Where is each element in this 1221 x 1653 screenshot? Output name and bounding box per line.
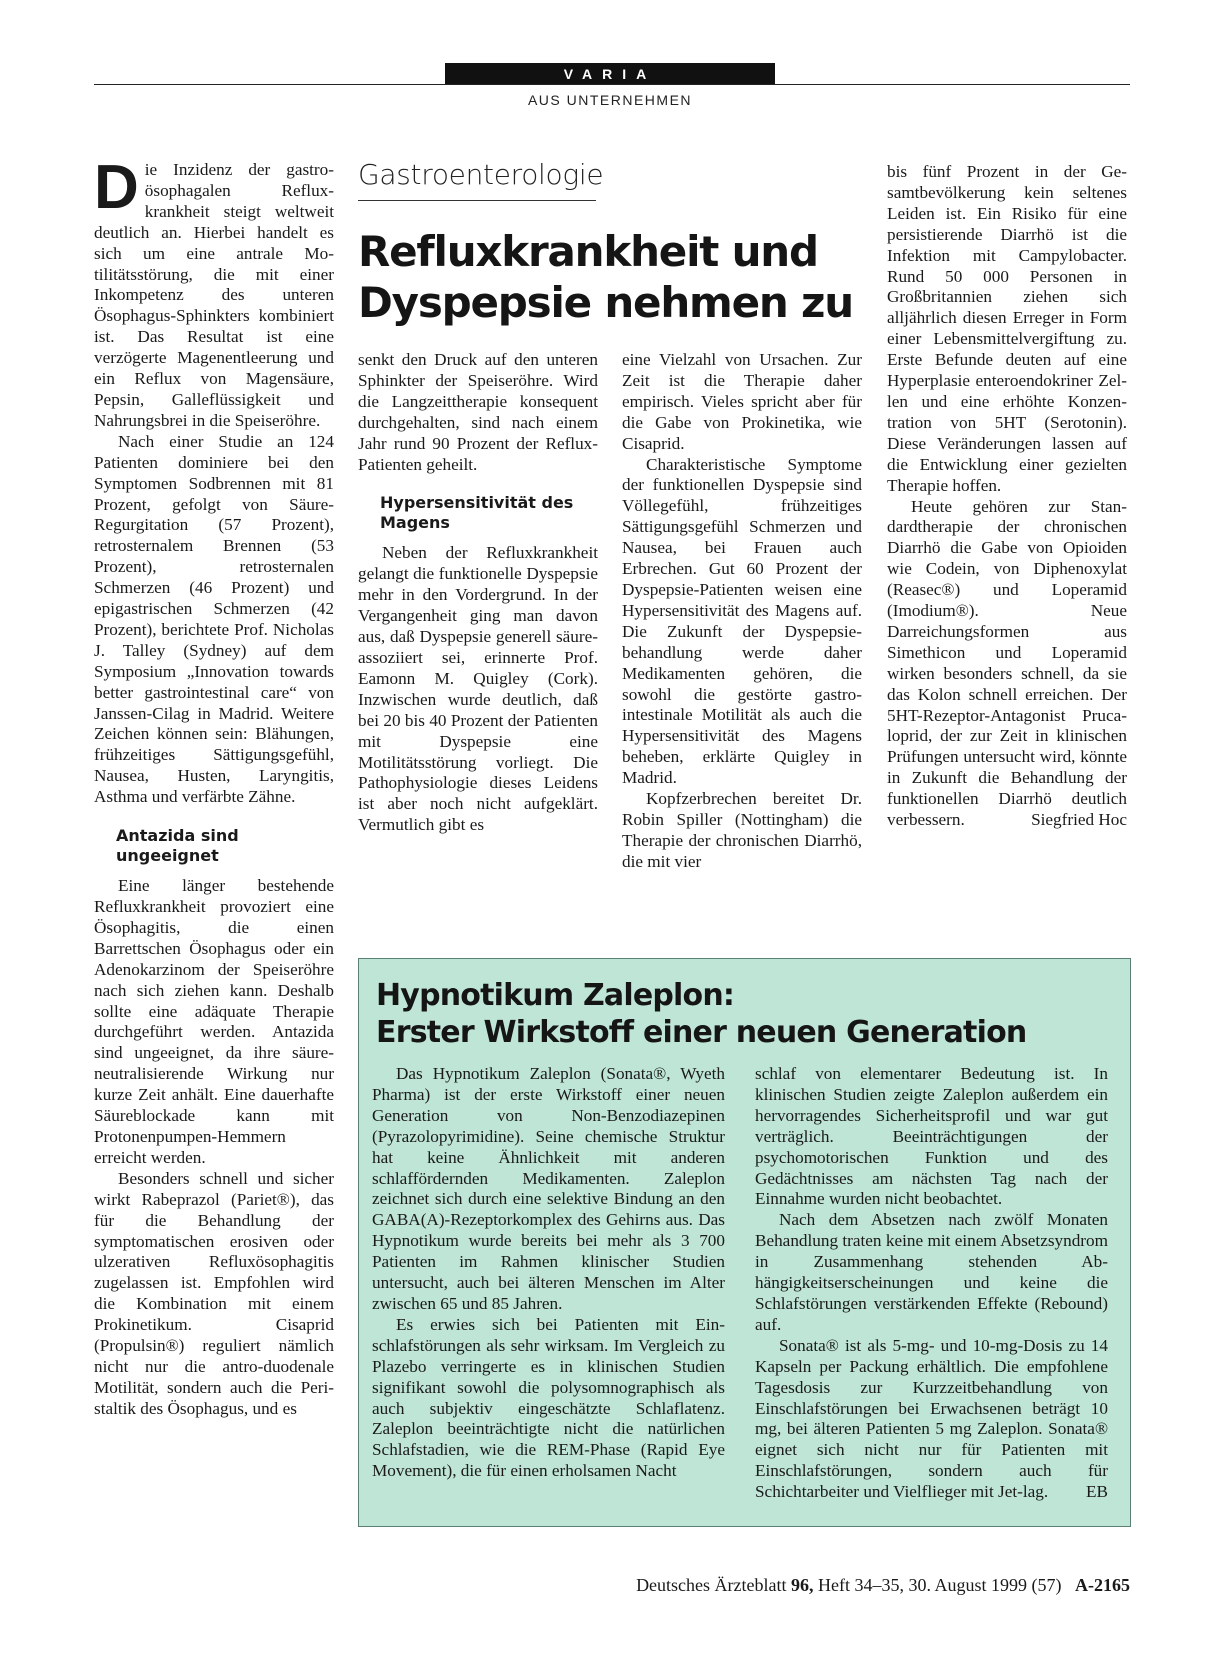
header-rule — [94, 84, 1130, 85]
box-title — [376, 977, 1116, 1051]
article-title-line: Dyspepsie nehmen zu — [358, 278, 853, 327]
box-column-2 — [755, 1064, 1108, 1503]
journal-name: Deutsches Ärzteblatt — [636, 1575, 787, 1595]
article-paragraph: Besonders schnell und sicher wirkt Rabeprazol (Pariet®), das für die Behandlung der symptomatischen erosiven oder ulzerativen Refluxösophagitis zugelassen ist. Empfohlen wird die Kombination mit einem Prokinetikum. Cisaprid (Propulsin®) reguliert nämlich nicht nur die antro-duodenale Motilität, sondern auch die Peristaltik des Ösophagus, und es — [94, 1168, 334, 1418]
box-paragraph: Es erwies sich bei Patienten mit Einschlafstörungen als sehr wirksam. Im Vergleich zu Plazebo verringerte es in klinischen Studien signifikant sowohl die polysomnographisch als auch subjektiv eingeschätzte Schlaflatenz. Zaleplon beeinträchtigte nicht die natürlichen Schlafstadien, wie die REM-Phase (Rapid Eye Movement), die für einen erholsamen Nacht — [372, 1314, 725, 1481]
article-title — [358, 226, 878, 328]
article-column-2 — [358, 350, 598, 836]
page-footer — [636, 1575, 1130, 1596]
journal-volume: 96, — [791, 1575, 814, 1595]
page-number: A-2165 — [1075, 1575, 1130, 1595]
box-title-line: Erster Wirkstoff einer neuen Generation — [376, 1015, 1027, 1050]
subsection-label: AUS UNTERNEHMEN — [527, 92, 693, 108]
box-paragraph: Das Hypnotikum Zaleplon (Sonata®, Wyeth Pharma) ist der erste Wirkstoff einer neuen Generation von Non-Benzodiazepinen (Pyrazolopyrimidine). Seine chemische Struktur hat keine Ähnlichkeit mit anderen schlaffördernden Medikamenten. Zaleplon zeichnet sich durch eine selektive Bindung an den GABA(A)-Rezeptorkomplex des Gehirns aus. Das Hypnotikum wurde bereits bei mehr als 3 700 Patienten im Rahmen klinischer Studien untersucht, auch bei älteren Menschen im Alter zwischen 65 und 85 Jahren. — [372, 1064, 725, 1313]
article-paragraph: Eine länger bestehende Refluxkrankheit provoziert eine Ösophagitis, die einen Barrettschen Ösophagus oder ein Adenokarzinom der Speiseröhre nach sich ziehen kann. Deshalb sollte eine adäquate Therapie durchgeführt werden. Antazida sind ungeeignet, da ihre säureneutralisierende Wirkung nur kurze Zeit anhält. Eine dauerhafte Säureblockade kann mit Protonenpumpen-Hemmern erreicht werden. — [94, 876, 334, 1167]
article-paragraph: senkt den Druck auf den unteren Sphinkter der Speiseröhre. Wird die Langzeittherapie konsequent durchgehalten, sind nach einem Jahr rund 90 Prozent der Reflux-Patienten geheilt. — [358, 350, 598, 474]
section-label: VARIA — [445, 63, 775, 85]
article-paragraph: Heute gehören zur Standardtherapie der chronischen Diarrhö die Gabe von Opioiden wie Codein, von Diphenoxylat (Reasec®) und Loperamid (Imodium®). Neue Darreichungsformen aus Simethicon und Loperamid wirken besonders schnell, da sie das Kolon schnell erreichen. Der 5HT-Rezeptor-Antagonist Prucaloprid, der zur Zeit in klinischen Prüfungen untersucht wird, könnte in Zukunft die Behandlung der funktionellen Diarrhö deutlich verbessern. Siegfried Hoc — [887, 496, 1127, 830]
article-paragraph: Charakteristische Symptome der funktionellen Dyspepsie sind Völlegefühl, frühzeitiges Sättigungsgefühl Schmerzen und Nausea, bei Frauen auch Erbrechen. Gut 60 Prozent der Dyspepsie-Patienten weisen eine Hypersensitivität des Magens auf. Die Zukunft der Dyspepsiebehandlung werde daher Medikamenten gehören, die sowohl die gestörte gastrointestinale Motilität als auch die Hypersensitivität des Magens beheben, erklärte Quigley in Madrid. — [622, 454, 862, 788]
subheading: Hypersensitivität des Magens — [380, 493, 574, 533]
info-box — [358, 958, 1131, 1527]
article-column-1 — [94, 153, 334, 1420]
article-paragraph: bis fünf Prozent in der Gesamtbevölkerung kein seltenes Leiden ist. Ein Risiko für eine persistierende Diarrhö ist die Infektion mit Campylobacter. Rund 50 000 Personen in Großbritannien ziehen sich alljährlich diesen Erreger in Form einer Lebensmittelvergiftung zu. Erste Befunde deuten auf eine Hyperplasie enteroendokriner Zellen und eine erhöhte Konzentration von 5HT (Serotonin). Diese Veränderungen lassen auf die Entwicklung einer gezielten Therapie hoffen. — [887, 162, 1127, 495]
box-title-line: Hypnotikum Zaleplon: — [376, 978, 735, 1013]
article-paragraph: Nach einer Studie an 124 Patienten dominiere bei den Symptomen Sodbrennen mit 81 Prozent, gefolgt von Säure-Regurgitation (57 Prozent), retrosternalem Brennen (53 Prozent), retrosternalen Schmerzen (46 Prozent) und epigastrischen Schmerzen (42 Prozent), berichtete Prof. Nicholas J. Talley (Sydney) auf dem Symposium „Innovation towards better gastrointestinal care“ von Janssen-Cilag in Madrid. Weitere Zeichen können sein: Blähungen, frühzeitiges Sättigungsgefühl, Nausea, Husten, Laryngitis, Asthma und verfärbte Zähne. — [94, 431, 334, 807]
box-author: EB — [1086, 1482, 1108, 1502]
article-paragraph: Kopfzerbrechen bereitet Dr. Robin Spiller (Nottingham) die Therapie der chronischen Diarrhö, die mit vier — [622, 789, 862, 871]
journal-issue: Heft 34–35, 30. August 1999 (57) — [818, 1575, 1062, 1595]
box-paragraph: schlaf von elementarer Bedeutung ist. In klinischen Studien zeigte Zaleplon außerdem ein hervorragendes Sicherheitsprofil und war gut verträglich. Beeinträchtigungen der psychomotorischen Funktion und des Gedächtnisses am nächsten Tag nach der Einnahme wurden nicht beobachtet. — [755, 1064, 1108, 1209]
author-signature: Siegfried Hoc — [1031, 810, 1127, 830]
subheading: Antazida sind ungeeignet — [116, 826, 239, 866]
article-paragraph: Die Inzidenz der gastroösophagalen Refluxkrankheit steigt weltweit deutlich an. Hierbei handelt es sich um eine antrale Motilitätsstörung, die mit einer Inkompetenz des unteren Ösophagus-Sphinkters kombiniert ist. Das Resultat ist eine verzögerte Magenentleerung und ein Reflux von Magensäure, Pepsin, Galleflüssigkeit und Nahrungsbrei in die Speiseröhre. — [94, 153, 334, 430]
box-paragraph: Nach dem Absetzen nach zwölf Monaten Behandlung traten keine mit einem Absetzsyndrom in Zusammenhang stehenden Abhängigkeitserscheinungen und keine die Schlafstörungen verstärkenden Effekte (Rebound) auf. — [755, 1210, 1108, 1334]
dropcap: D — [94, 153, 139, 222]
box-paragraph: Sonata® ist als 5-mg- und 10-mg-Dosis zu 14 Kapseln per Packung erhältlich. Die empfohlene Tagesdosis zur Kurzzeitbehandlung von Einschlafstörungen bei Erwachsenen beträgt 10 mg, bei älteren Patienten 5 mg Zaleplon. Sonata® eignet sich nicht nur für Patienten mit Einschlafstörungen, sondern auch für Schichtarbeiter und Vielflieger mit Jet-lag. EB — [755, 1335, 1108, 1502]
article-column-3 — [622, 350, 862, 873]
box-column-1 — [372, 1064, 725, 1482]
kicker-rule — [358, 200, 596, 201]
article-paragraph: eine Vielzahl von Ursachen. Zur Zeit ist die Therapie daher empirisch. Vieles spricht aber für die Gabe von Prokinetika, wie Cisaprid. — [622, 350, 862, 453]
article-kicker: Gastroenterologie — [358, 158, 604, 191]
article-paragraph: Neben der Refluxkrankheit gelangt die funktionelle Dyspepsie mehr in den Vordergrund. In der Vergangenheit ging man davon aus, daß Dyspepsie generell säureassoziiert sei, erinnerte Prof. Eamonn M. Quigley (Cork). Inzwischen wurde deutlich, daß bei 20 bis 40 Prozent der Patienten mit Dyspepsie eine Motilitätsstörung vorliegt. Die Pathophysiologie dieses Leidens ist aber noch nicht aufgeklärt. Vermutlich gibt es — [358, 543, 598, 835]
article-column-4 — [887, 162, 1127, 831]
article-title-line: Refluxkrankheit und — [358, 227, 818, 276]
